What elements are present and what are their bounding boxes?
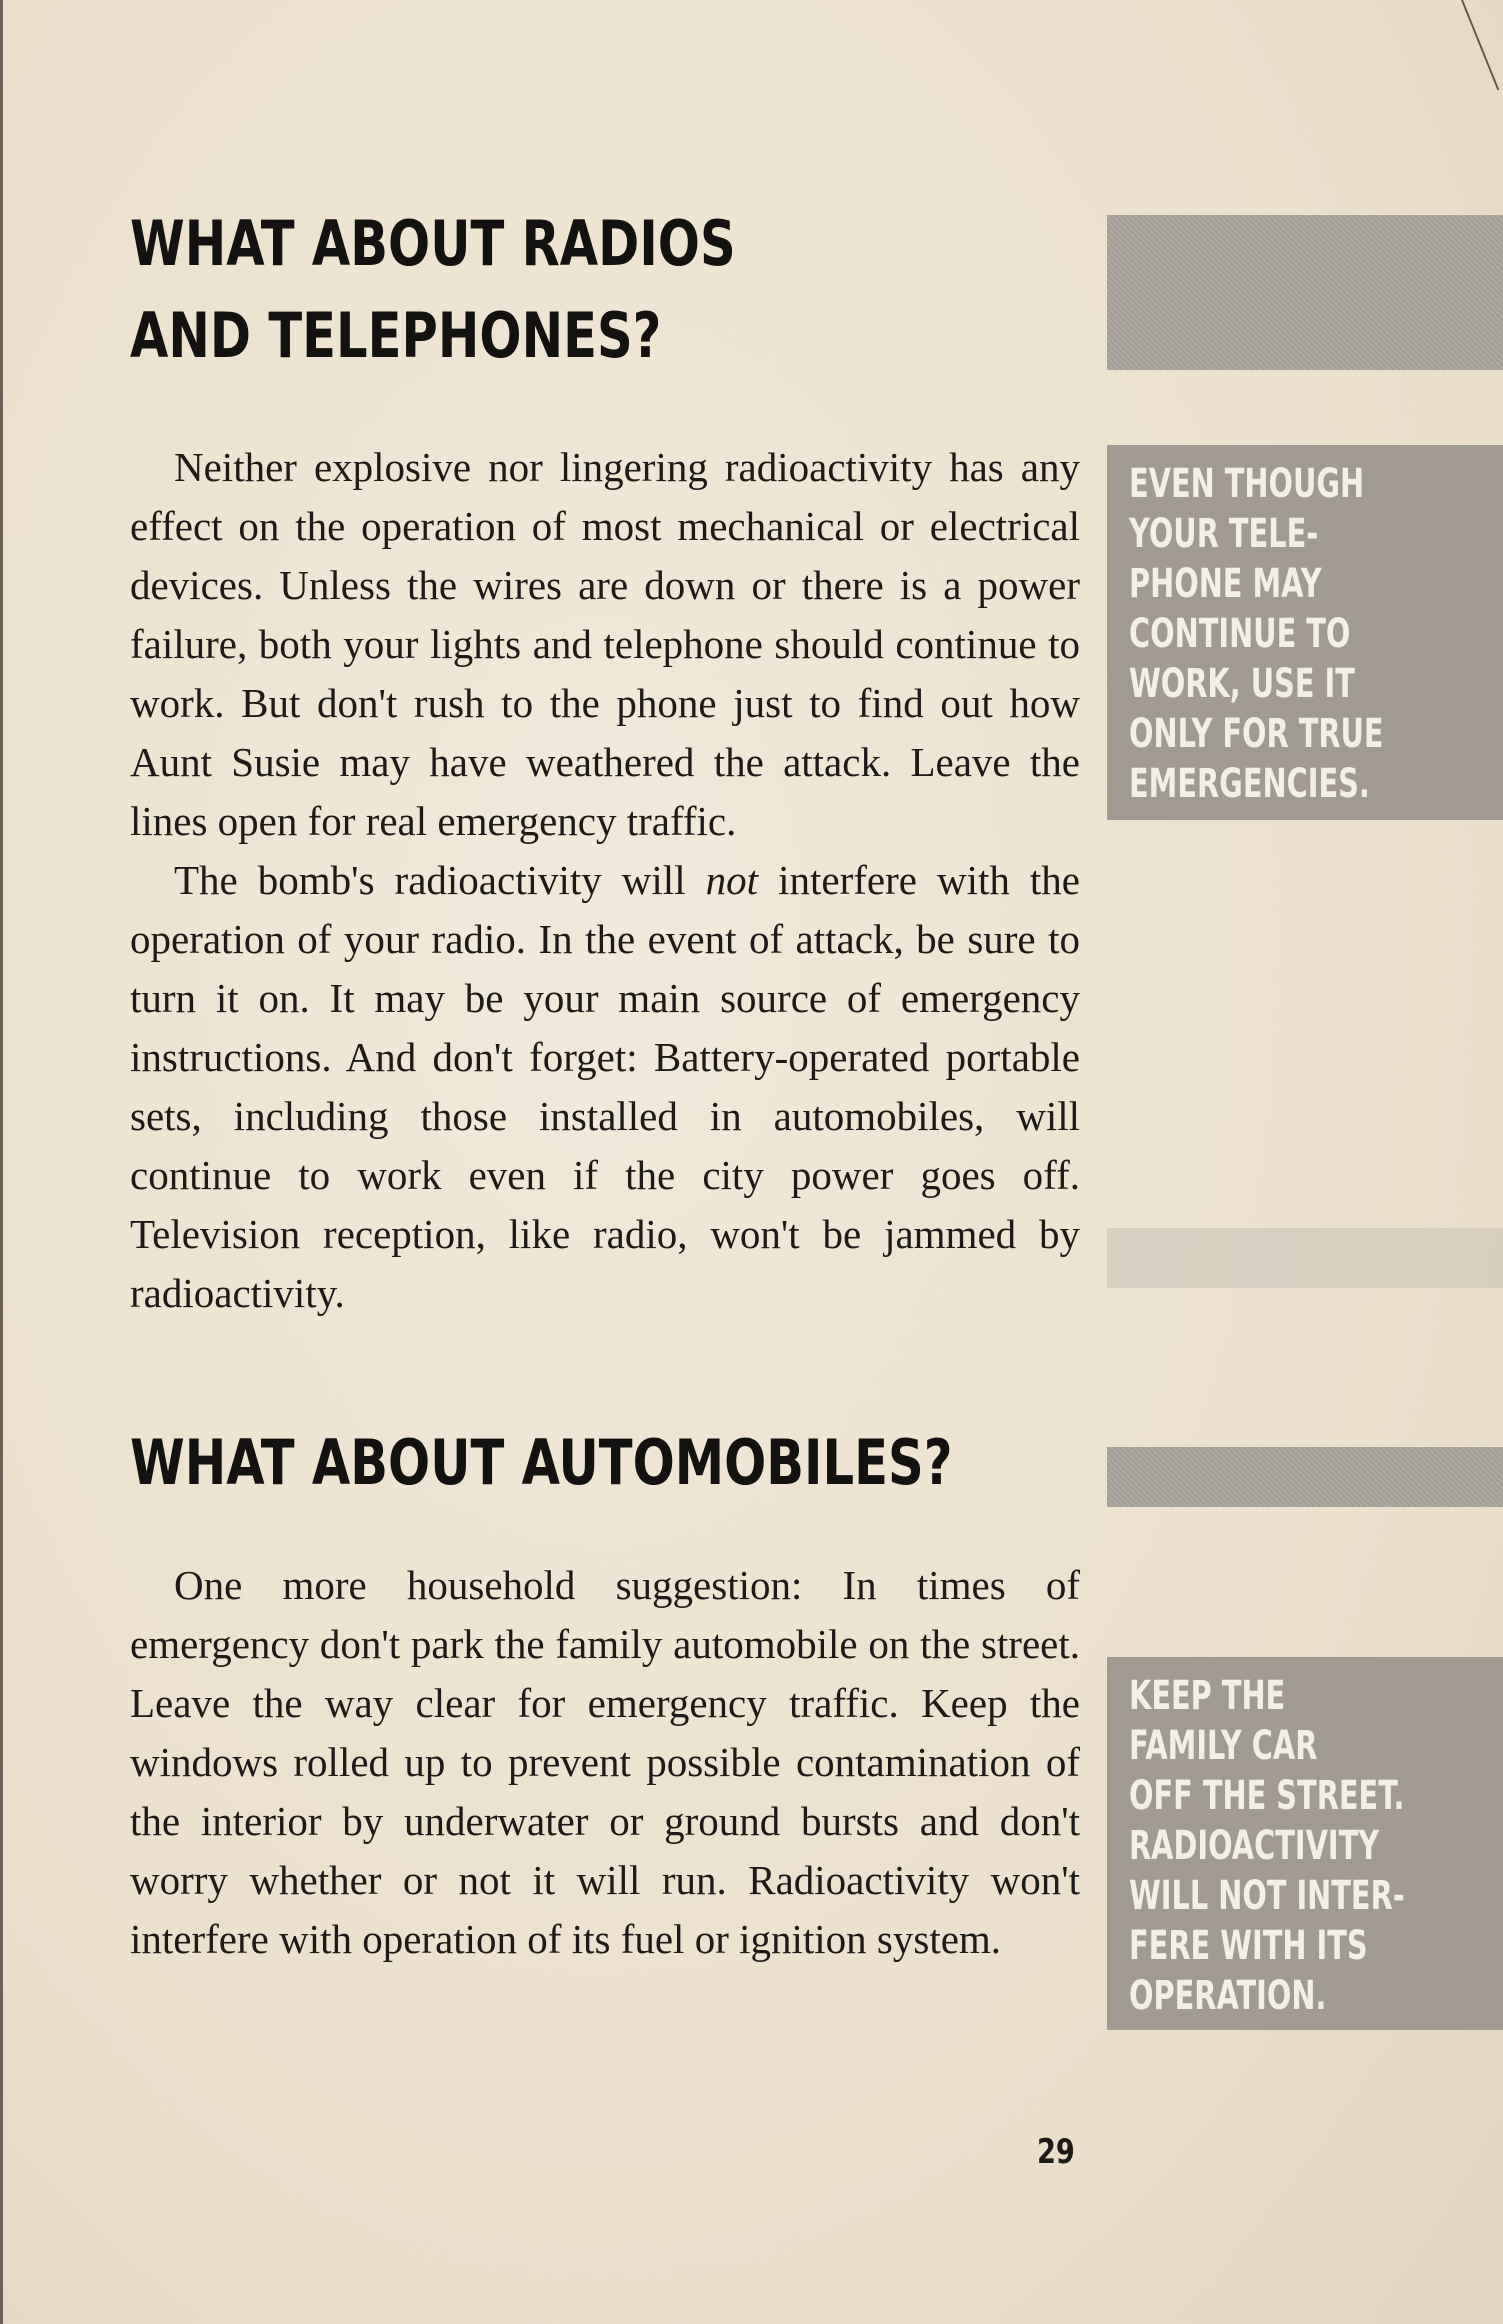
heading-automobiles: WHAT ABOUT AUTOMOBILES? xyxy=(130,1426,953,1499)
sidebar-gray-bar-automobiles xyxy=(1107,1447,1503,1507)
section-automobiles-heading xyxy=(130,1417,1130,1509)
radios-paragraph-2-end: interfere with the operation of your radio. In the event of attack, be sure to turn it on. It may be your main source of emergency instructions. And don't forget: Battery-operated portable sets, including those installed in automobiles, will continue to work even if the city power goes off. Television reception, like radio, won't be jammed by radioactivity. xyxy=(130,857,1080,1316)
sidebar-note-telephone-text: EVEN THOUGH YOUR TELE- PHONE MAY CONTINUE TO WORK, USE IT ONLY FOR TRUE EMERGENCIES. xyxy=(1129,461,1384,807)
radios-paragraph-2-emphasis: not xyxy=(705,857,759,903)
page-number: 29 xyxy=(1037,2132,1075,2172)
section-automobiles-body xyxy=(130,1556,1080,1969)
radios-paragraph-2-start: The bomb's radioactivity will xyxy=(174,857,706,903)
automobiles-paragraph-1: One more household suggestion: In times of emergency don't park the family automobile on the street. Leave the way clear for emergency traffic. Keep the windows rolled up to prevent possible contamination of the interior by underwater or ground bursts and don't worry whether or not it will run. Radioactivity won't interfere with operation of its fuel or ignition system. xyxy=(130,1562,1080,1962)
section-radios-heading xyxy=(130,198,1130,382)
radios-paragraph-1: Neither explosive nor lingering radioactivity has any effect on the operation of most mechanical or electrical devices. Unless the wires are down or there is a power failure, both your lights and telephone should continue to work. But don't rush to the phone just to find out how Aunt Susie may have weathered the attack. Leave the lines open for real emergency traffic. xyxy=(130,444,1080,844)
sidebar-note-car xyxy=(1107,1657,1503,2030)
heading-line-1: WHAT ABOUT RADIOS xyxy=(130,207,736,280)
faint-bleedthrough-bar xyxy=(1107,1228,1503,1288)
heading-line-2: AND TELEPHONES? xyxy=(130,299,662,372)
sidebar-note-car-text: KEEP THE FAMILY CAR OFF THE STREET. RADIOACTIVITY WILL NOT INTER- FERE WITH ITS OPERATION. xyxy=(1129,1673,1405,2019)
page-corner-line xyxy=(1461,0,1503,90)
section-radios-body xyxy=(130,438,1080,1323)
sidebar-note-telephone xyxy=(1107,445,1503,820)
sidebar-gray-bar-top xyxy=(1107,215,1503,370)
page-edge xyxy=(0,0,3,2324)
radios-paragraph-2 xyxy=(130,851,1080,1323)
